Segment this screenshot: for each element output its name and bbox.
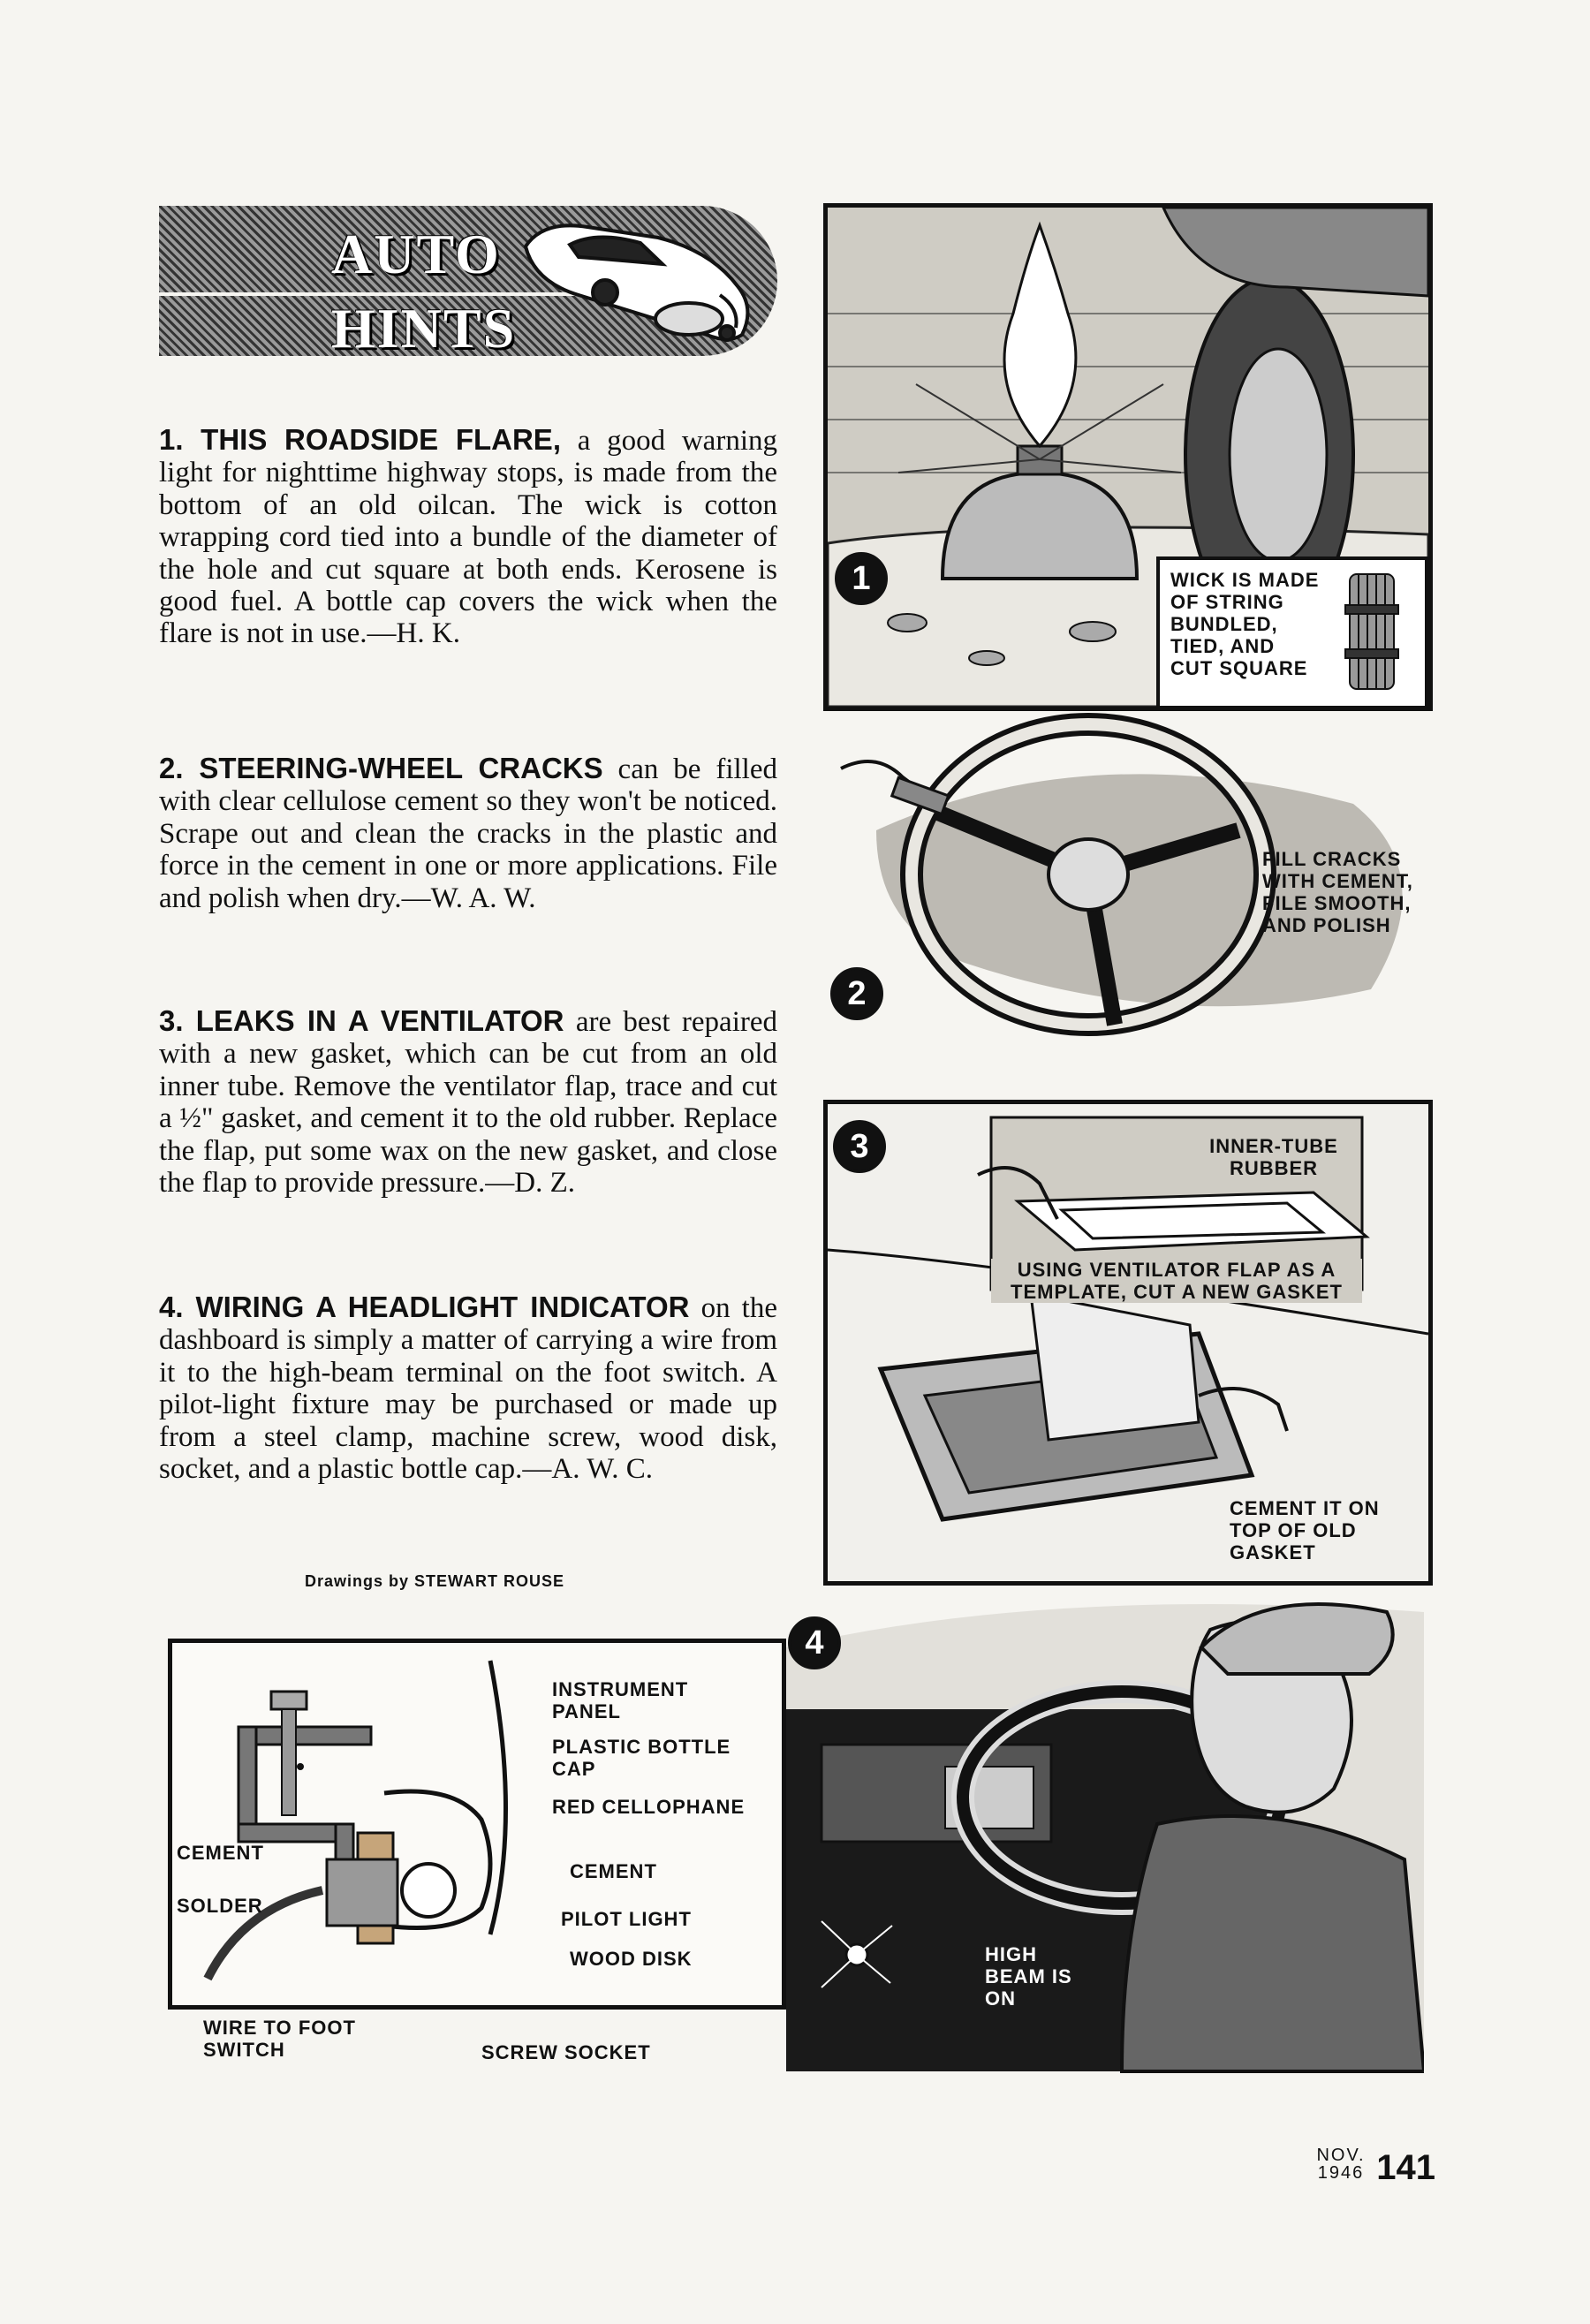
drawing-credit: Drawings by STEWART ROUSE [305,1572,565,1590]
hint-3-lead: 3. LEAKS IN A VENTILATOR [159,1004,564,1037]
hint-4-lead: 4. WIRING A HEADLIGHT INDICATOR [159,1291,690,1323]
label-wood-disk: WOOD DISK [570,1948,693,1970]
figure-2-number-text: 2 [847,975,867,1012]
label-red-cellophane: RED CELLOPHANE [552,1796,746,1818]
footer-year: 1946 [1317,2163,1365,2183]
sedan-car-icon [508,211,768,352]
figure-1-number [835,552,888,605]
page-number: 141 [1376,2148,1435,2187]
figure-3-number-text: 3 [850,1128,869,1165]
hint-2-lead: 2. STEERING-WHEEL CRACKS [159,752,603,784]
footer-month: NOV. [1316,2146,1366,2165]
label-solder: SOLDER [177,1895,263,1917]
banner-title-hints: HINTS [331,297,517,360]
label-wire-to-foot-switch: WIRE TO FOOT SWITCH [203,2017,356,2061]
figure-1-callout-box [1156,556,1428,709]
label-pilot-light: PILOT LIGHT [561,1908,692,1930]
label-cement-left: CEMENT [177,1842,264,1864]
hint-4 [159,1291,777,1485]
figure-3-callout-top: INNER-TUBE RUBBER [1209,1135,1338,1179]
hint-2-body: can be filled with clear cellulose cement so they won't be noticed. Scrape out and clean the cracks in the plastic and force in the cement in one or more applications. File and polish when dry.—W. A. W. [159,753,777,914]
figure-3-panel [823,1100,1433,1586]
label-cement-right: CEMENT [570,1860,657,1882]
label-instrument-panel: INSTRUMENT PANEL [552,1678,689,1722]
figure-2-callout: FILL CRACKS WITH CEMENT, FILE SMOOTH, AND POLISH [1262,848,1413,936]
figure-4-number-text: 4 [805,1624,824,1662]
figure-1-panel [823,203,1433,711]
figure-1-callout: WICK IS MADE OF STRING BUNDLED, TIED, AND CUT SQUARE [1170,569,1320,679]
figure-4-scene [786,1594,1424,2089]
figure-3-callout-bottom: CEMENT IT ON TOP OF OLD GASKET [1230,1497,1380,1563]
footer-date [1301,2146,1381,2182]
label-high-beam: HIGH BEAM IS ON [985,1943,1072,2010]
hint-1 [159,424,777,650]
hint-1-body: a good warning light for nighttime highway stops, is made from the bottom of an old oilcan. The wick is cotton wrapping cord tied into a bundle of the diameter of the hole and cut square at both ends. Kerosene is good fuel. A bottle cap covers the wick when the flare is not in use.—H. K. [159,425,777,650]
label-screw-socket: SCREW SOCKET [481,2041,651,2063]
page-footer [1285,2146,1435,2199]
figure-4-number [788,1616,841,1669]
dashboard-driver-illustration [786,1594,1424,2089]
figure-4-diagram-panel [168,1639,786,2010]
figure-2-area [823,698,1442,1069]
hint-3-body: are best repaired with a new gasket, which can be cut from an old inner tube. Remove the ventilator flap, trace and cut a ½" gasket, and cement it to the old rubber. Replace the flap, put some wax on the new gasket, and close the flap to provide pressure.—D. Z. [159,1006,777,1200]
figure-2-number [830,967,883,1020]
label-bottle-cap: PLASTIC BOTTLE CAP [552,1736,731,1780]
hint-3 [159,1005,777,1199]
hint-2 [159,753,777,914]
figure-3-number [833,1120,886,1173]
header-banner [159,206,777,360]
banner-title-auto: AUTO [331,223,501,285]
hint-4-body: on the dashboard is simply a matter of carrying a wire from it to the high-beam terminal on the foot switch. A pilot-light fixture may be purchased or made up from a steel clamp, machine screw, wood disk, socket, and a plastic bottle cap.—A. W. C. [159,1292,777,1486]
wick-bundle-icon [1328,565,1416,698]
figure-1-number-text: 1 [852,560,871,597]
figure-3-callout-mid: USING VENTILATOR FLAP AS A TEMPLATE, CUT A NEW GASKET [991,1259,1362,1303]
hint-1-lead: 1. THIS ROADSIDE FLARE, [159,423,561,456]
